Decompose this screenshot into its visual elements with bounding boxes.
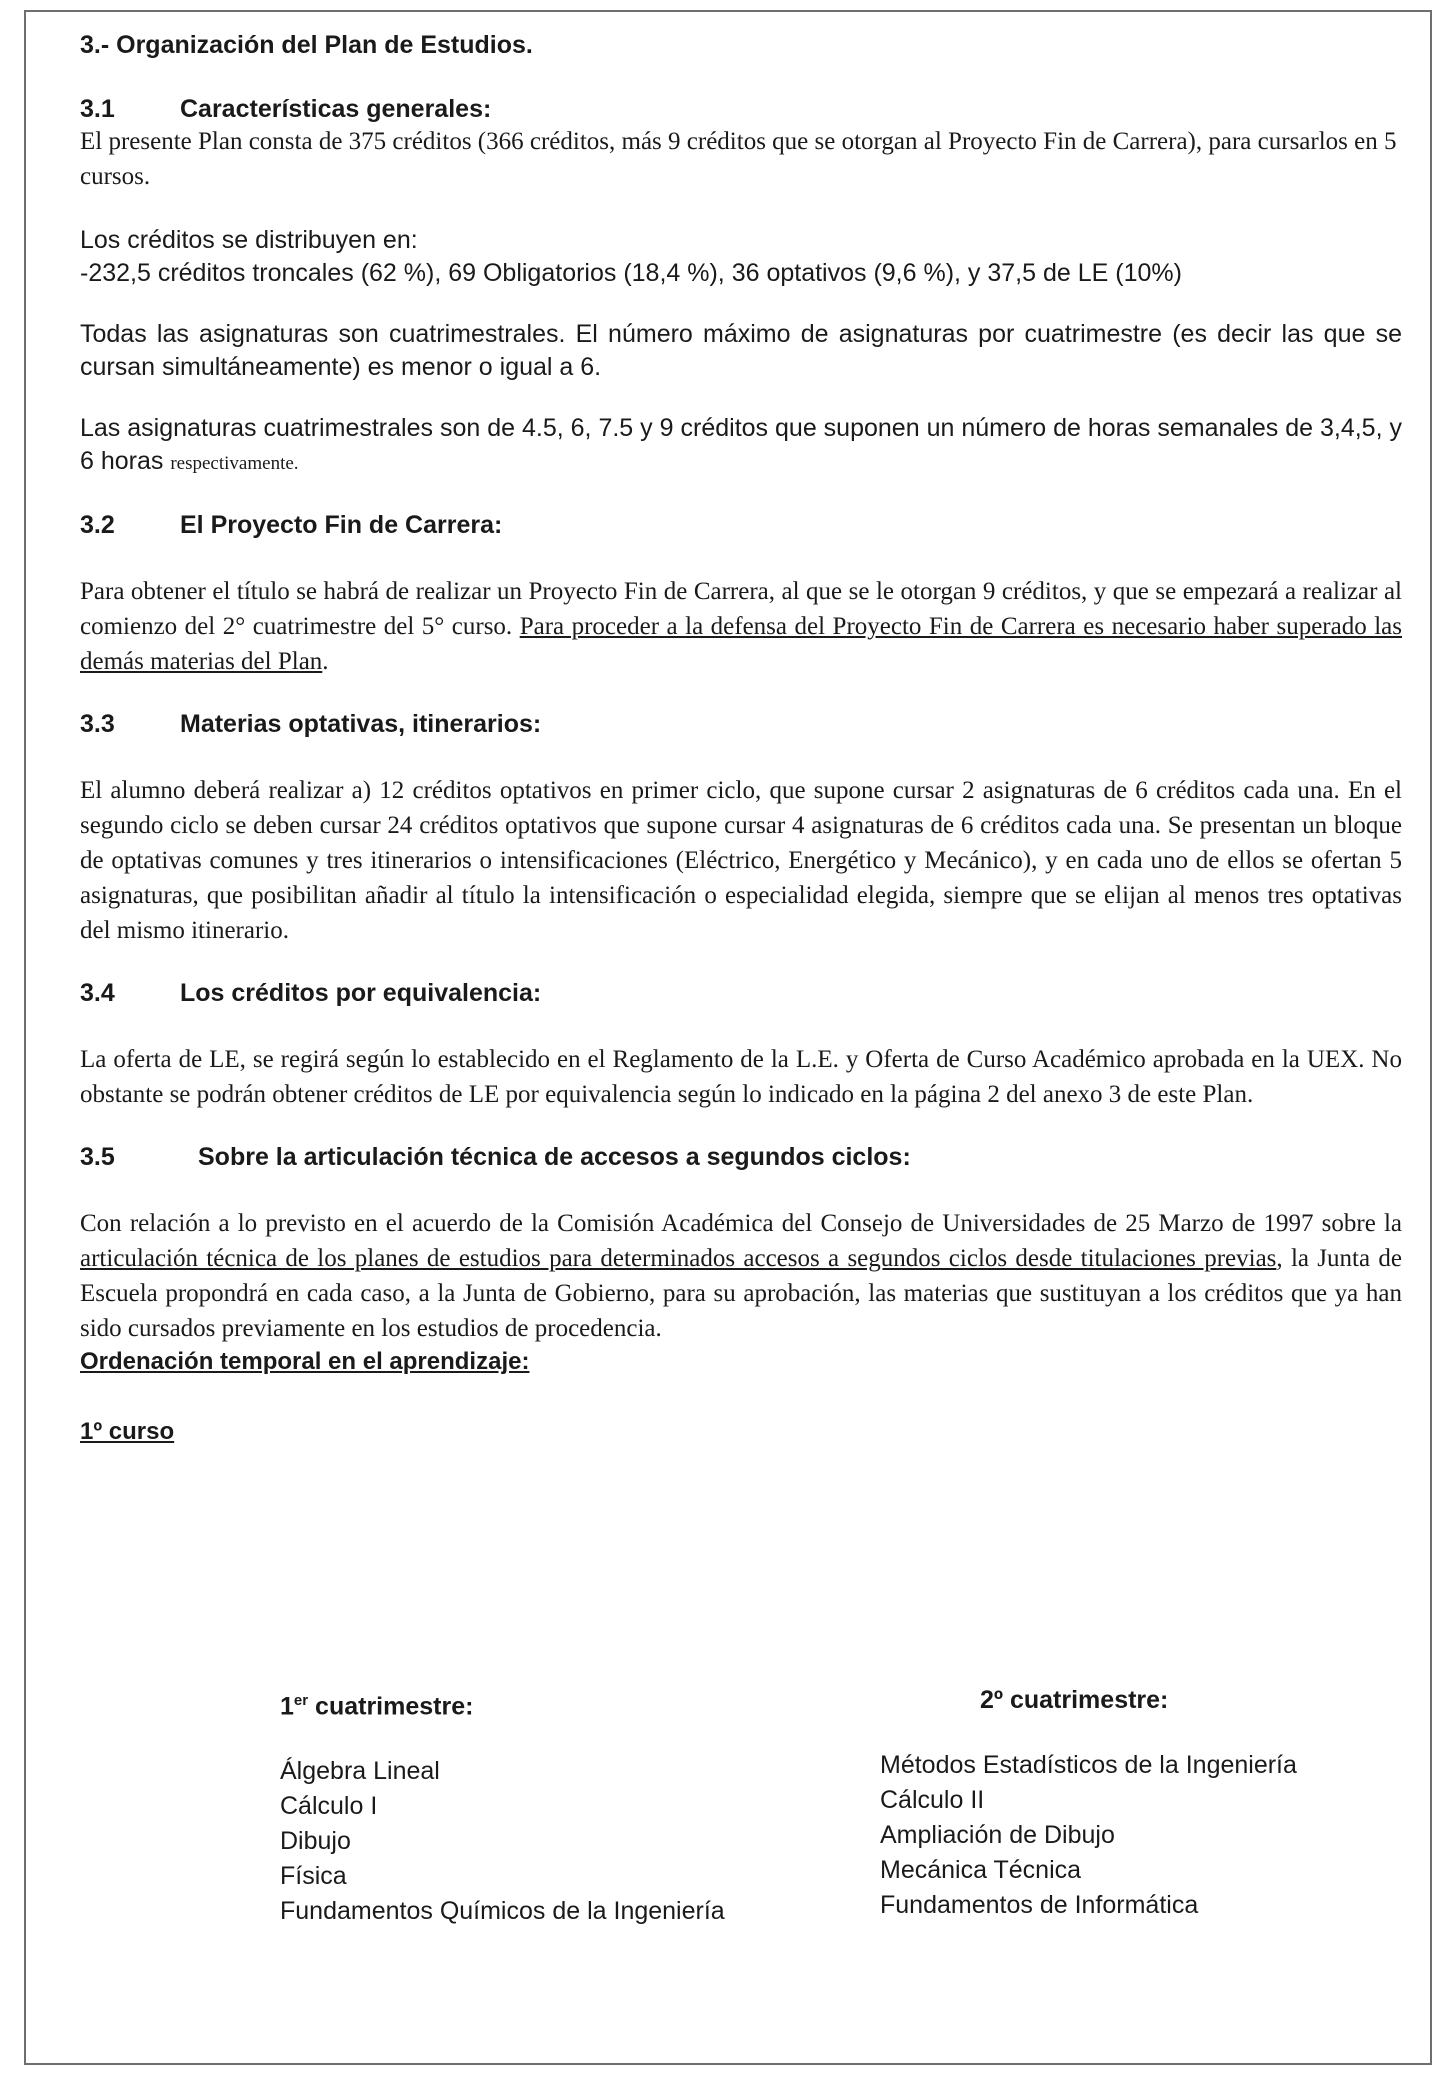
section-3-1-para-3: Todas las asignaturas son cuatrimestrales. El número máximo de asignaturas por cuatrimestre (es decir las que se cursan simultáneamente) es menor o igual a 6. (80, 320, 1402, 381)
section-3-1-para-4 (80, 412, 1402, 480)
subject-item: Dibujo (280, 1827, 351, 1856)
para-4-text: Las asignaturas cuatrimestrales son de 4.5, 6, 7.5 y 9 créditos que suponen un número de horas semanales de 3,4,5, y 6 horas (80, 414, 1402, 475)
semester-1-label: cuatrimestre: (308, 1692, 474, 1721)
document-body (80, 22, 1402, 1448)
section-number: 3.5 (80, 1143, 115, 1171)
section-number: 3.4 (80, 979, 115, 1007)
para-underlined-text: Para proceder a la defensa del Proyecto Fin de Carrera es necesario haber superado las demás materias del Plan (80, 613, 1402, 675)
para-text-a: Con relación a lo previsto en el acuerdo de la Comisión Académica del Consejo de Universidades de 25 Marzo de 1997 sobre la (80, 1210, 1402, 1237)
subject-item: Ampliación de Dibujo (880, 1821, 1115, 1849)
subject-item: Álgebra Lineal (280, 1757, 440, 1786)
subject-item: Cálculo II (880, 1786, 985, 1814)
semester-1-heading (280, 1683, 880, 1724)
para-4-small-text: respectivamente. (170, 453, 299, 474)
para-text: Para obtener el título se habrá de realizar un Proyecto Fin de Carrera, al que se le otorgan 9 créditos, y que se empezará a realizar al comienzo del 2° cuatrimestre del 5° curso. (80, 578, 1402, 640)
section-title: Materias optativas, itinerarios: (180, 710, 542, 738)
section-3-5-para (80, 1206, 1402, 1346)
section-3-2-heading (80, 510, 1402, 540)
section-3-1-para-2-line-2: -232,5 créditos troncales (62 %), 69 Obligatorios (18,4 %), 36 optativos (9,6 %), y 37,5 de LE (10%) (80, 259, 1182, 287)
section-title: El Proyecto Fin de Carrera: (180, 511, 503, 539)
para-end: . (322, 648, 329, 675)
curso-label: 1º curso (80, 1418, 175, 1445)
section-3-1-para-2-line-1: Los créditos se distribuyen en: (80, 226, 418, 254)
section-3-5-heading (80, 1142, 1402, 1172)
semester-1 (280, 1683, 880, 1929)
document-title: 3.- Organización del Plan de Estudios. (80, 31, 533, 59)
section-3-2-para (80, 574, 1402, 679)
semester-columns (280, 1683, 1330, 1929)
subject-item: Métodos Estadísticos de la Ingeniería (880, 1751, 1297, 1779)
subject-item: Física (280, 1862, 347, 1891)
section-number: 3.2 (80, 511, 115, 539)
subject-item: Cálculo I (280, 1792, 378, 1821)
semester-2 (880, 1683, 1297, 1929)
section-title: Sobre la articulación técnica de accesos a segundos ciclos: (198, 1143, 911, 1171)
subject-item: Fundamentos Químicos de la Ingeniería (280, 1897, 725, 1926)
section-title: Características generales: (180, 95, 492, 123)
section-number: 3.3 (80, 710, 115, 738)
section-3-1-heading (80, 94, 1402, 124)
ordenacion-heading: Ordenación temporal en el aprendizaje: (80, 1348, 530, 1375)
subject-item: Fundamentos de Informática (880, 1891, 1199, 1919)
section-3-3-para: El alumno deberá realizar a) 12 créditos optativos en primer ciclo, que supone cursar 2 asignaturas de 6 créditos cada una. En el segundo ciclo se deben cursar 24 créditos optativos que supone cursar 4 asignaturas de 6 créditos cada una. Se presentan un bloque de optativas comunes y tres itinerarios o intensificaciones (Eléctrico, Energético y Mecánico), y en cada uno de ellos se ofertan 5 asignaturas, que posibilitan añadir al título la intensificación o especialidad elegida, siempre que se elijan al menos tres optativas del mismo itinerario. (80, 777, 1402, 944)
section-3-3-heading (80, 709, 1402, 739)
section-3-4-para: La oferta de LE, se regirá según lo establecido en el Reglamento de la L.E. y Oferta de Curso Académico aprobada en la UEX. No obstante se podrán obtener créditos de LE por equivalencia según lo indicado en la página 2 del anexo 3 de este Plan. (80, 1046, 1402, 1108)
section-title: Los créditos por equivalencia: (180, 979, 542, 1007)
semester-1-number: 1 (280, 1692, 294, 1721)
subject-item: Mecánica Técnica (880, 1856, 1082, 1884)
section-number: 3.1 (80, 95, 115, 123)
para-text-b: , la Junta de Escuela propondrá en cada caso, a la Junta de Gobierno, para su aprobación, las materias que sustituyan a los créditos que ya han sido cursados previamente en los estudios de procedencia. (80, 1245, 1402, 1342)
semester-1-ordinal: er (293, 1692, 309, 1709)
section-3-4-heading (80, 978, 1402, 1008)
section-3-1-para-1: El presente Plan consta de 375 créditos (366 créditos, más 9 créditos que se otorgan al Proyecto Fin de Carrera), para cursarlos en 5 cursos. (80, 128, 1397, 190)
para-underlined-text: articulación técnica de los planes de estudios para determinados accesos a segundos ciclos desde titulaciones previas (80, 1245, 1277, 1272)
semester-2-heading: 2º cuatrimestre: (980, 1686, 1169, 1714)
